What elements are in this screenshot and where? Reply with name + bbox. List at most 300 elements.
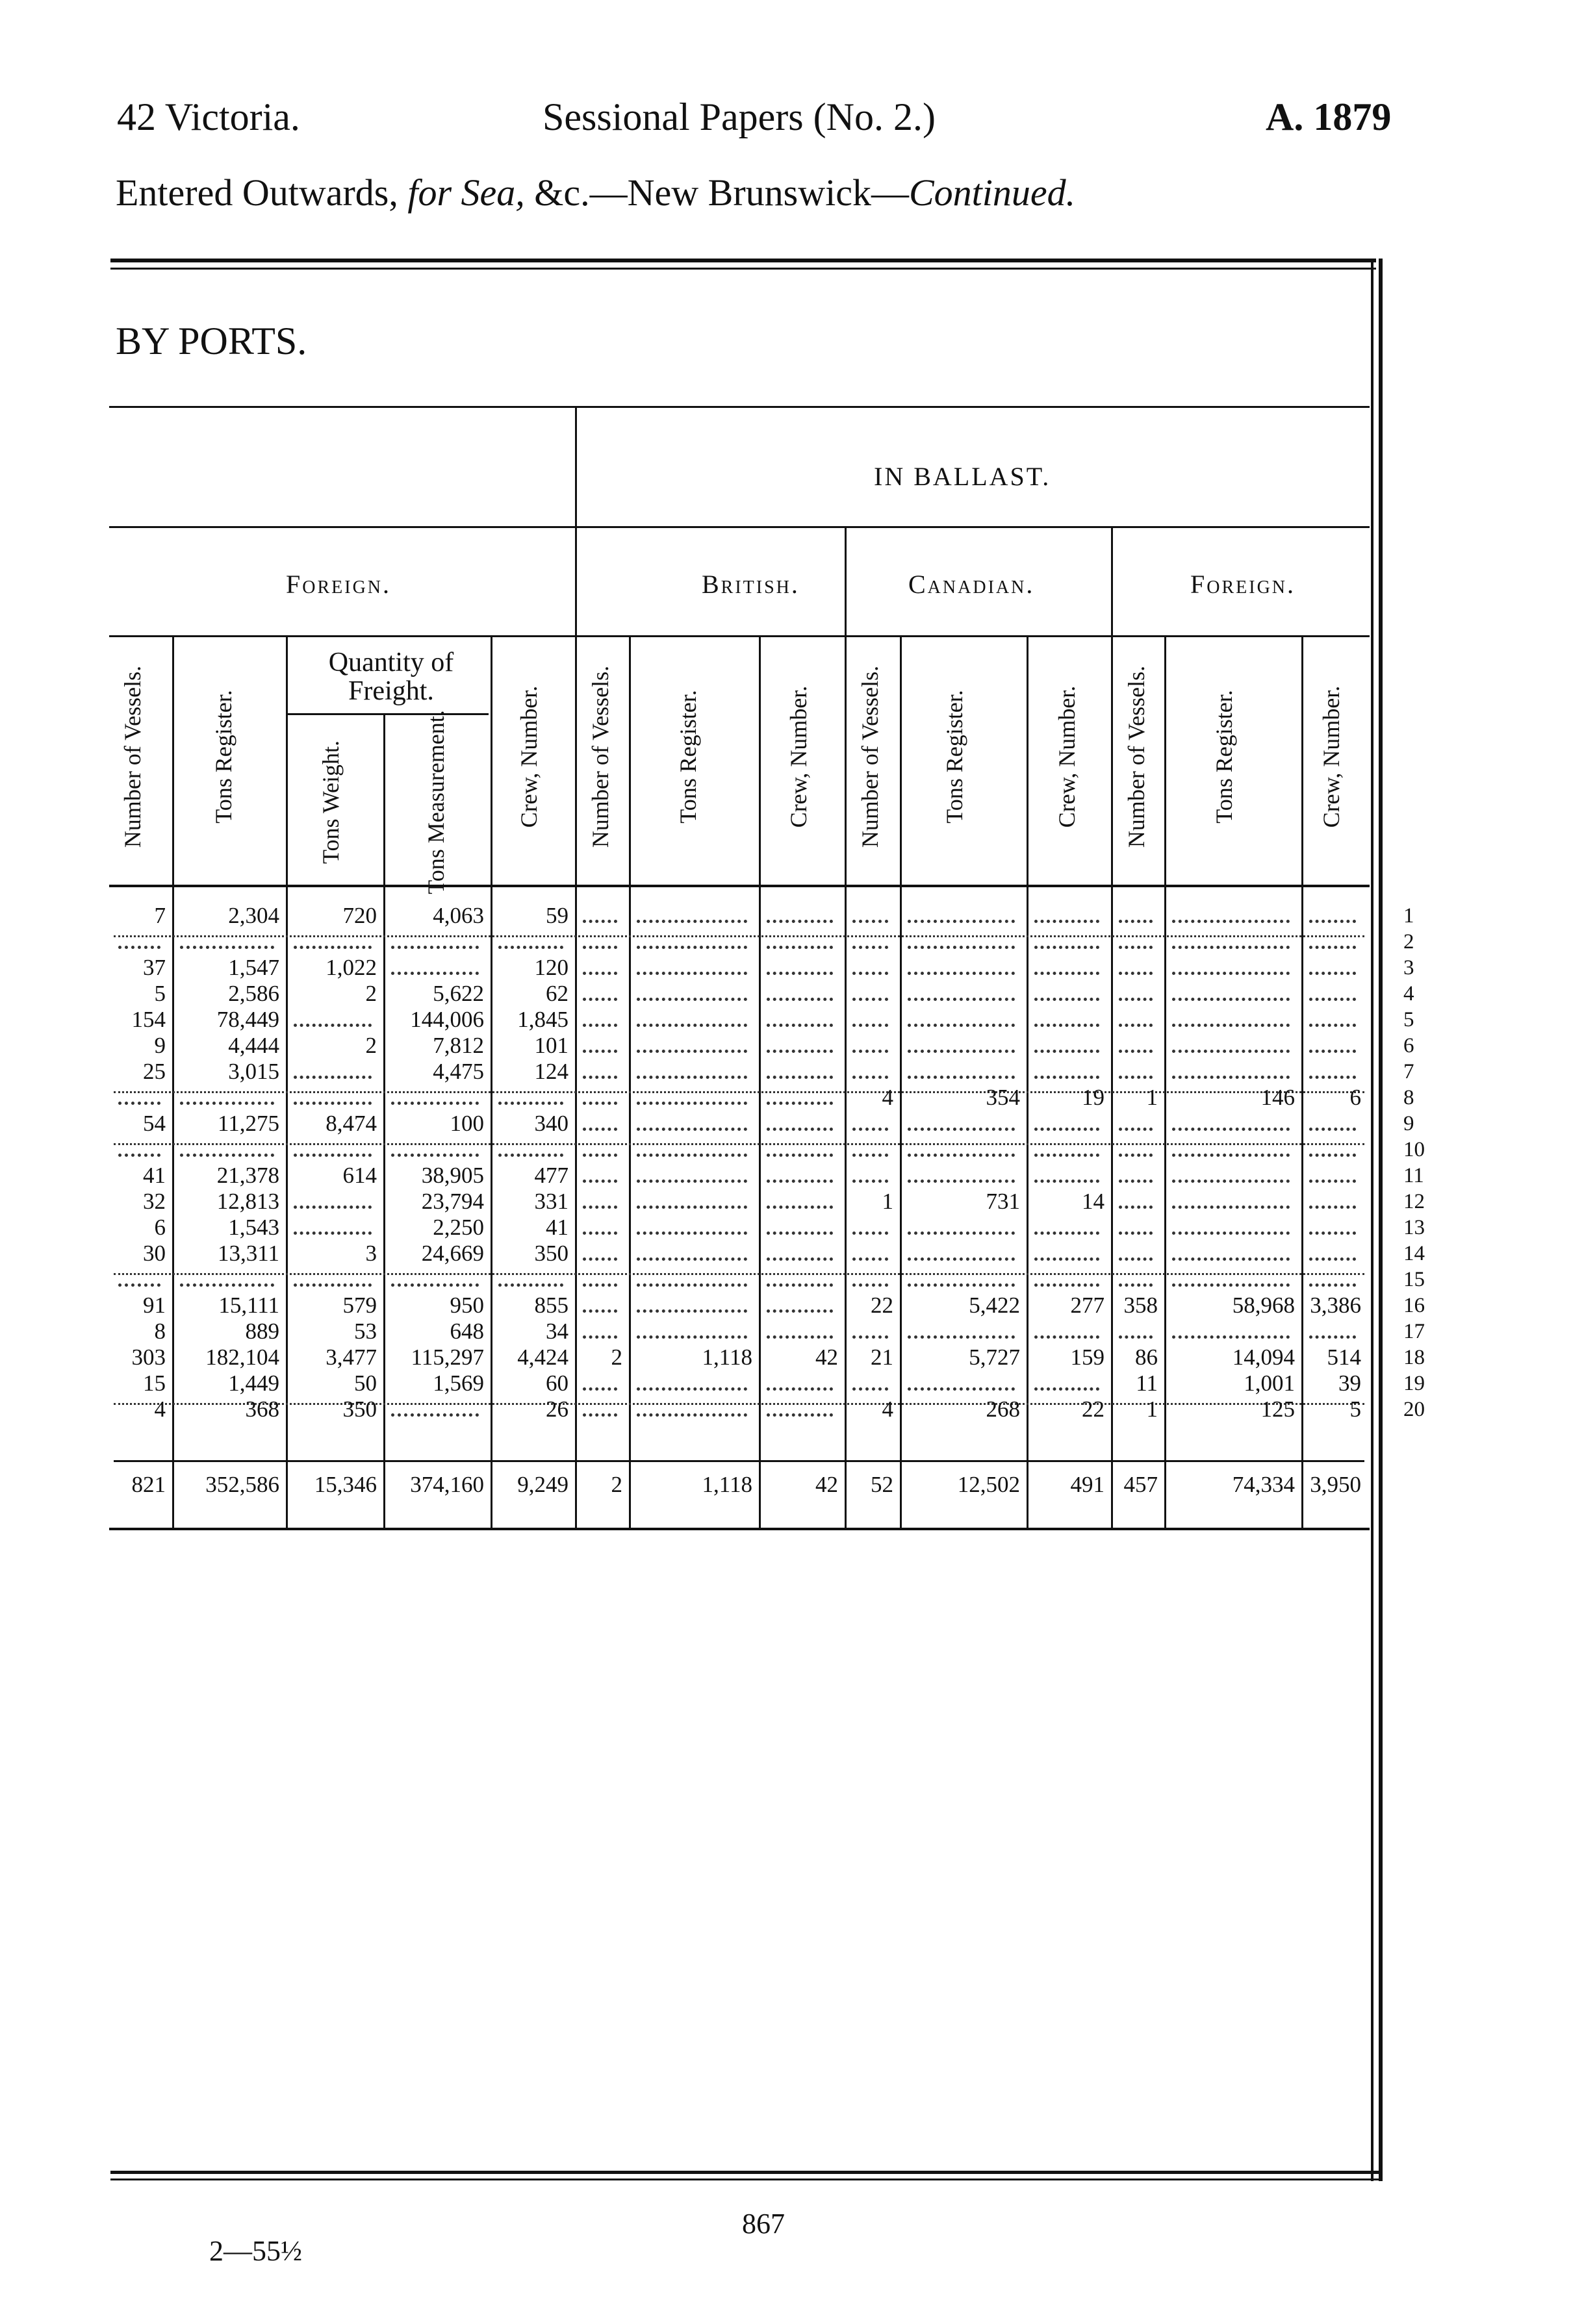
table-cell: 7	[154, 903, 166, 928]
body-top-rule	[109, 885, 1370, 887]
table-cell: 5	[154, 981, 166, 1006]
leader-dots	[908, 1254, 1015, 1261]
table-cell: 1,001	[1244, 1370, 1295, 1396]
leader-dots	[852, 1280, 888, 1287]
leader-dots	[583, 1098, 617, 1105]
row-number: 9	[1403, 1112, 1414, 1135]
table-cell: 32	[143, 1189, 166, 1214]
leader-dots	[1172, 1176, 1290, 1183]
leader-dots	[1119, 1020, 1153, 1027]
leader-dots	[583, 1124, 617, 1131]
leader-dots	[583, 1332, 617, 1339]
leader-dots	[1172, 1150, 1290, 1157]
leader-dots	[637, 1150, 747, 1157]
group-rule	[109, 526, 1370, 528]
column-rule	[1111, 528, 1113, 1528]
table-cell: 4	[154, 1396, 166, 1422]
column-rule	[575, 408, 577, 1528]
totals-cell: 2	[611, 1472, 622, 1497]
table-cell: 11,275	[218, 1111, 279, 1136]
leader-dots	[1119, 916, 1153, 923]
totals-cell: 42	[815, 1472, 838, 1497]
table-cell: 37	[143, 955, 166, 980]
leader-dots	[852, 1176, 888, 1183]
table-cell: 159	[1070, 1345, 1105, 1370]
totals-cell: 491	[1070, 1472, 1105, 1497]
leader-dots	[852, 968, 888, 975]
leader-dots	[908, 1280, 1015, 1287]
leader-dots	[767, 1124, 833, 1131]
leader-dots	[583, 1202, 617, 1209]
leader-dots	[583, 1072, 617, 1079]
table-cell: 1,543	[228, 1215, 279, 1240]
table-cell: 5	[1349, 1396, 1361, 1422]
group-british: British.	[702, 570, 800, 599]
table-cell: 5,727	[969, 1345, 1020, 1370]
table-cell: 86	[1135, 1345, 1158, 1370]
leader-dots	[1172, 1072, 1290, 1079]
leader-dots	[1309, 1150, 1356, 1157]
leader-dots	[908, 1332, 1015, 1339]
totals-cell: 12,502	[957, 1472, 1020, 1497]
table-cell: 22	[871, 1293, 893, 1318]
table-cell: 26	[546, 1396, 568, 1422]
table-cell: 731	[986, 1189, 1020, 1214]
table-cell: 14,094	[1232, 1345, 1295, 1370]
leader-dots	[583, 1228, 617, 1235]
leader-dots	[637, 1383, 747, 1391]
totals-cell: 457	[1123, 1472, 1158, 1497]
table-cell: 12,813	[216, 1189, 279, 1214]
leader-dots	[583, 916, 617, 923]
totals-cell: 74,334	[1232, 1472, 1295, 1497]
table-cell: 5,422	[969, 1293, 1020, 1318]
leader-dots	[852, 1046, 888, 1053]
leader-dots	[1034, 1020, 1099, 1027]
leader-dots	[908, 1020, 1015, 1027]
table-cell: 42	[815, 1345, 838, 1370]
table-cell: 53	[354, 1319, 377, 1344]
leader-dots	[1172, 994, 1290, 1001]
row-number: 15	[1403, 1268, 1425, 1291]
leader-dots	[908, 1383, 1015, 1391]
leader-dots	[498, 1098, 563, 1105]
leader-dots	[767, 968, 833, 975]
leader-dots	[1034, 1332, 1099, 1339]
subtitle-part3: &c.—New Brunswick—	[524, 171, 909, 214]
table-cell: 1	[1146, 1085, 1158, 1110]
totals-cell: 1,118	[702, 1472, 752, 1497]
table-cell: 4,063	[433, 903, 484, 928]
leader-dots	[637, 1202, 747, 1209]
column-rule	[172, 637, 174, 1528]
table-cell: 268	[986, 1396, 1020, 1422]
table-cell: 358	[1123, 1293, 1158, 1318]
leader-dots	[583, 1280, 617, 1287]
table-cell: 115,297	[411, 1345, 484, 1370]
group-foreign2: Foreign.	[1190, 570, 1296, 599]
subtitle-part1: Entered Outwards,	[116, 171, 408, 214]
table-cell: 30	[143, 1241, 166, 1266]
table-cell: 125	[1260, 1396, 1295, 1422]
subtitle	[116, 171, 1076, 214]
leader-dots	[1309, 1228, 1356, 1235]
leader-dots	[583, 1254, 617, 1261]
leader-dots	[1309, 1332, 1356, 1339]
column-rule	[1301, 637, 1303, 1528]
leader-dots	[637, 1306, 747, 1313]
leader-dots	[1034, 916, 1099, 923]
leader-dots	[583, 1176, 617, 1183]
row-number: 4	[1403, 982, 1414, 1005]
row-number: 2	[1403, 930, 1414, 954]
table-cell: 54	[143, 1111, 166, 1136]
leader-dots	[498, 1150, 563, 1157]
leader-dots	[1034, 942, 1099, 949]
right-border-2	[1379, 259, 1383, 2181]
section-title: BY PORTS.	[116, 320, 307, 362]
leader-dots	[852, 1254, 888, 1261]
table-cell: 41	[546, 1215, 568, 1240]
leader-dots	[294, 1228, 372, 1235]
table-cell: 1	[1146, 1396, 1158, 1422]
leader-dots	[908, 916, 1015, 923]
leader-dots	[391, 1150, 479, 1157]
leader-dots	[118, 942, 160, 949]
column-rule	[286, 637, 288, 1528]
leader-dots	[583, 1020, 617, 1027]
table-cell: 6	[154, 1215, 166, 1240]
leader-dots	[767, 1280, 833, 1287]
leader-dots	[767, 1098, 833, 1105]
table-bottom-rule	[109, 1528, 1370, 1530]
table-cell: 120	[534, 955, 568, 980]
group-separator	[114, 1269, 1364, 1275]
group-separator	[114, 1087, 1364, 1093]
row-number: 18	[1403, 1346, 1425, 1369]
leader-dots	[1119, 1150, 1153, 1157]
table-cell: 1,569	[433, 1370, 484, 1396]
leader-dots	[908, 1150, 1015, 1157]
leader-dots	[294, 1150, 372, 1157]
leader-dots	[852, 1332, 888, 1339]
leader-dots	[1309, 1046, 1356, 1053]
leader-dots	[583, 1306, 617, 1313]
table-cell: 6	[1349, 1085, 1361, 1110]
table-cell: 477	[534, 1163, 568, 1188]
subtitle-part4: Continued.	[908, 171, 1076, 214]
table-cell: 5,622	[433, 981, 484, 1006]
leader-dots	[294, 1202, 372, 1209]
leader-dots	[1309, 942, 1356, 949]
row-number: 11	[1403, 1164, 1424, 1187]
table-cell: 1,022	[326, 955, 377, 980]
leader-dots	[852, 942, 888, 949]
leader-dots	[294, 1280, 372, 1287]
leader-dots	[1309, 994, 1356, 1001]
table-cell: 13,311	[218, 1241, 279, 1266]
row-number: 3	[1403, 956, 1414, 979]
leader-dots	[637, 1176, 747, 1183]
leader-dots	[1034, 1280, 1099, 1287]
leader-dots	[1172, 1332, 1290, 1339]
leader-dots	[637, 916, 747, 923]
table-cell: 22	[1082, 1396, 1105, 1422]
leader-dots	[1119, 968, 1153, 975]
leader-dots	[498, 1280, 563, 1287]
leader-dots	[767, 1409, 833, 1417]
leader-dots	[767, 994, 833, 1001]
table-cell: 39	[1338, 1370, 1361, 1396]
table-cell: 58,968	[1232, 1293, 1295, 1318]
leader-dots	[637, 1254, 747, 1261]
leader-dots	[180, 942, 274, 949]
leader-dots	[767, 942, 833, 949]
table-cell: 579	[342, 1293, 377, 1318]
row-number: 16	[1403, 1294, 1425, 1317]
row-number: 19	[1403, 1372, 1425, 1395]
leader-dots	[294, 1072, 372, 1079]
leader-dots	[908, 1176, 1015, 1183]
quantity-of-freight-heading: Quantity of Freight.	[328, 648, 454, 707]
leader-dots	[1034, 1072, 1099, 1079]
leader-dots	[1172, 1280, 1290, 1287]
leader-dots	[637, 1332, 747, 1339]
header-right: A. 1879	[1266, 95, 1392, 138]
leader-dots	[1172, 1254, 1290, 1261]
table-cell: 720	[342, 903, 377, 928]
row-number: 14	[1403, 1242, 1425, 1265]
leader-dots	[767, 1020, 833, 1027]
table-cell: 2	[365, 981, 377, 1006]
table-cell: 277	[1070, 1293, 1105, 1318]
leader-dots	[180, 1280, 274, 1287]
leader-dots	[767, 1254, 833, 1261]
table-cell: 3,386	[1310, 1293, 1361, 1318]
row-number: 5	[1403, 1008, 1414, 1031]
leader-dots	[1119, 1124, 1153, 1131]
leader-dots	[294, 1098, 372, 1105]
leader-dots	[118, 1150, 160, 1157]
group-foreign: Foreign.	[286, 570, 392, 599]
page-number: 867	[742, 2208, 785, 2240]
leader-dots	[1172, 916, 1290, 923]
table-cell: 24,669	[421, 1241, 484, 1266]
table-cell: 1,845	[517, 1007, 568, 1032]
leader-dots	[1309, 1280, 1356, 1287]
table-cell: 4	[882, 1085, 893, 1110]
leader-dots	[637, 1124, 747, 1131]
column-rule	[845, 528, 847, 1528]
table-cell: 25	[143, 1059, 166, 1084]
table-cell: 3	[365, 1241, 377, 1266]
table-top-rule	[109, 406, 1370, 408]
leader-dots	[583, 1046, 617, 1053]
table-cell: 2,586	[228, 981, 279, 1006]
totals-cell: 352,586	[205, 1472, 279, 1497]
leader-dots	[1119, 942, 1153, 949]
leader-dots	[767, 1228, 833, 1235]
table-cell: 340	[534, 1111, 568, 1136]
leader-dots	[583, 1383, 617, 1391]
column-rule	[1164, 637, 1166, 1528]
leader-dots	[637, 1046, 747, 1053]
leader-dots	[767, 1150, 833, 1157]
table-cell: 331	[534, 1189, 568, 1214]
leader-dots	[852, 1072, 888, 1079]
header-center: Sessional Papers (No. 2.)	[543, 95, 936, 138]
leader-dots	[1309, 916, 1356, 923]
table-cell: 146	[1260, 1085, 1295, 1110]
row-number: 10	[1403, 1138, 1425, 1161]
leader-dots	[767, 1176, 833, 1183]
bottom-rule-2	[110, 2179, 1383, 2180]
leader-dots	[767, 916, 833, 923]
table-cell: 1,118	[702, 1345, 752, 1370]
leader-dots	[1172, 1020, 1290, 1027]
table-cell: 15,111	[218, 1293, 279, 1318]
leader-dots	[583, 942, 617, 949]
leader-dots	[1119, 1332, 1153, 1339]
right-border-1	[1371, 259, 1373, 2181]
leader-dots	[294, 1020, 372, 1027]
leader-dots	[637, 1228, 747, 1235]
leader-dots	[391, 968, 479, 975]
column-rule	[491, 637, 492, 1528]
leader-dots	[1309, 1176, 1356, 1183]
table-cell: 4,475	[433, 1059, 484, 1084]
table-cell: 2,304	[228, 903, 279, 928]
leader-dots	[908, 968, 1015, 975]
table-cell: 154	[131, 1007, 166, 1032]
leader-dots	[1309, 1124, 1356, 1131]
subtitle-part2: for Sea,	[407, 171, 525, 214]
leader-dots	[1172, 968, 1290, 975]
leader-dots	[391, 1098, 479, 1105]
table-cell: 855	[534, 1293, 568, 1318]
table-cell: 60	[546, 1370, 568, 1396]
leader-dots	[1034, 994, 1099, 1001]
totals-cell: 15,346	[314, 1472, 377, 1497]
leader-dots	[767, 1072, 833, 1079]
leader-dots	[852, 994, 888, 1001]
row-number: 20	[1403, 1398, 1425, 1421]
bottom-rule-1	[110, 2171, 1383, 2174]
leader-dots	[637, 1072, 747, 1079]
leader-dots	[1034, 968, 1099, 975]
leader-dots	[1034, 1150, 1099, 1157]
leader-dots	[637, 994, 747, 1001]
row-number: 8	[1403, 1086, 1414, 1109]
freight-subrule	[287, 713, 489, 715]
table-cell: 100	[450, 1111, 484, 1136]
leader-dots	[767, 1332, 833, 1339]
leader-dots	[637, 968, 747, 975]
leader-dots	[1119, 1176, 1153, 1183]
group-canadian: Canadian.	[908, 570, 1035, 599]
leader-dots	[908, 1124, 1015, 1131]
table-cell: 101	[534, 1033, 568, 1058]
top-double-rule-2	[110, 268, 1376, 270]
leader-dots	[852, 1150, 888, 1157]
table-cell: 889	[245, 1319, 279, 1344]
table-cell: 14	[1082, 1189, 1105, 1214]
leader-dots	[1119, 1254, 1153, 1261]
table-cell: 4	[882, 1396, 893, 1422]
leader-dots	[1309, 1072, 1356, 1079]
table-cell: 50	[354, 1370, 377, 1396]
table-cell: 91	[143, 1293, 166, 1318]
table-cell: 182,104	[205, 1345, 279, 1370]
leader-dots	[1034, 1124, 1099, 1131]
table-cell: 350	[534, 1241, 568, 1266]
table-cell: 8,474	[326, 1111, 377, 1136]
leader-dots	[908, 994, 1015, 1001]
leader-dots	[1309, 1202, 1356, 1209]
totals-cell: 821	[131, 1472, 166, 1497]
leader-dots	[1119, 1280, 1153, 1287]
table-cell: 950	[450, 1293, 484, 1318]
row-number: 1	[1403, 904, 1414, 928]
leader-dots	[852, 916, 888, 923]
leader-dots	[852, 1020, 888, 1027]
table-cell: 38,905	[421, 1163, 484, 1188]
table-cell: 7,812	[433, 1033, 484, 1058]
leader-dots	[767, 1202, 833, 1209]
row-number: 7	[1403, 1060, 1414, 1083]
group-separator	[114, 1399, 1364, 1405]
signature-mark: 2—55½	[209, 2235, 302, 2267]
table-cell: 3,477	[326, 1345, 377, 1370]
table-cell: 648	[450, 1319, 484, 1344]
table-cell: 19	[1082, 1085, 1105, 1110]
group-separator	[114, 1139, 1364, 1145]
leader-dots	[391, 1409, 479, 1417]
table-cell: 34	[546, 1319, 568, 1344]
table-cell: 59	[546, 903, 568, 928]
table-cell: 124	[534, 1059, 568, 1084]
leader-dots	[1034, 1228, 1099, 1235]
leader-dots	[767, 1383, 833, 1391]
table-cell: 21,378	[216, 1163, 279, 1188]
table-cell: 1,449	[228, 1370, 279, 1396]
leader-dots	[637, 1409, 747, 1417]
column-rule	[759, 637, 761, 1528]
table-cell: 1	[882, 1189, 893, 1214]
leader-dots	[1119, 1228, 1153, 1235]
leader-dots	[180, 1150, 274, 1157]
leader-dots	[1172, 1202, 1290, 1209]
leader-dots	[1034, 1176, 1099, 1183]
leader-dots	[852, 1124, 888, 1131]
leader-dots	[583, 994, 617, 1001]
leader-dots	[180, 1098, 274, 1105]
leader-dots	[637, 1098, 747, 1105]
table-cell: 368	[245, 1396, 279, 1422]
leader-dots	[1172, 1228, 1290, 1235]
column-rule	[1027, 637, 1028, 1528]
leader-dots	[1119, 994, 1153, 1001]
leader-dots	[852, 1383, 888, 1391]
table-cell: 2	[611, 1345, 622, 1370]
table-cell: 4,444	[228, 1033, 279, 1058]
leader-dots	[1309, 1020, 1356, 1027]
leader-dots	[1034, 1046, 1099, 1053]
row-number: 12	[1403, 1190, 1425, 1213]
leader-dots	[852, 1228, 888, 1235]
leader-dots	[391, 1280, 479, 1287]
table-cell: 9	[154, 1033, 166, 1058]
